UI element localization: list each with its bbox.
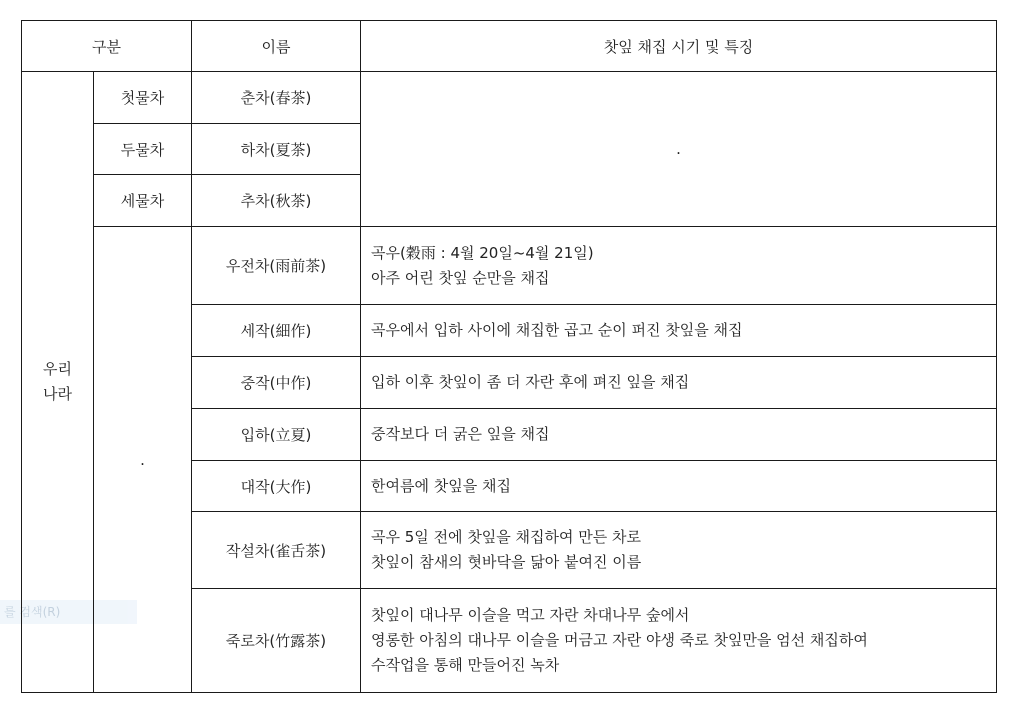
description-line: 곡우 5일 전에 찻잎을 채집하여 만든 차로 (371, 528, 642, 546)
tea-harvest-table (21, 20, 997, 693)
search-watermark: 를 검색(R) (0, 600, 137, 624)
table-row (22, 72, 997, 124)
header-row (22, 21, 997, 72)
description-line: 입하 이후 찻잎이 좀 더 자란 후에 펴진 잎을 채집 (371, 373, 690, 391)
description-line: 아주 어린 찻잎 순만을 채집 (371, 268, 550, 287)
tea-name: 작설차(雀舌茶) (192, 512, 361, 589)
tea-name: 죽로차(竹露茶) (192, 589, 361, 693)
description-line: 찻잎이 참새의 혓바닥을 닮아 붙여진 이름 (371, 553, 642, 571)
tea-name: 대작(大作) (192, 461, 361, 512)
description-line: 중작보다 더 굵은 잎을 채집 (371, 425, 550, 443)
tea-description (361, 357, 997, 409)
header-name: 이름 (192, 21, 361, 72)
harvest-round: 첫물차 (94, 72, 192, 124)
tea-description (361, 227, 997, 305)
tea-description (361, 461, 997, 512)
harvest-description: . (361, 72, 997, 227)
header-category: 구분 (22, 21, 192, 72)
tea-name: 하차(夏茶) (192, 124, 361, 175)
region-cell: 우리 나라 (22, 72, 94, 693)
tea-name: 세작(細作) (192, 305, 361, 357)
description-line: 곡우(穀雨 : 4월 20일~4월 21일) (371, 243, 594, 262)
description-line: 곡우에서 입하 사이에 채집한 곱고 순이 퍼진 찻잎을 채집 (371, 321, 743, 339)
tea-description (361, 305, 997, 357)
header-description: 찻잎 채집 시기 및 특징 (361, 21, 997, 72)
description-line: 영롱한 아침의 대나무 이슬을 머금고 자란 야생 죽로 찻잎만을 엄선 채집하여 (371, 631, 868, 649)
tea-name: 우전차(雨前茶) (192, 227, 361, 305)
tea-name: 중작(中作) (192, 357, 361, 409)
tea-name: 춘차(春茶) (192, 72, 361, 124)
timing-group-label: . (94, 227, 192, 693)
table-row (22, 227, 997, 305)
tea-description (361, 589, 997, 693)
description-line: 찻잎이 대나무 이슬을 먹고 자란 차대나무 숲에서 (371, 606, 690, 624)
tea-name: 추차(秋茶) (192, 175, 361, 227)
harvest-round: 두물차 (94, 124, 192, 175)
tea-description (361, 512, 997, 589)
harvest-round: 세물차 (94, 175, 192, 227)
tea-description (361, 409, 997, 461)
tea-name: 입하(立夏) (192, 409, 361, 461)
description-line: 수작업을 통해 만들어진 녹차 (371, 656, 560, 674)
description-line: 한여름에 찻잎을 채집 (371, 476, 511, 495)
